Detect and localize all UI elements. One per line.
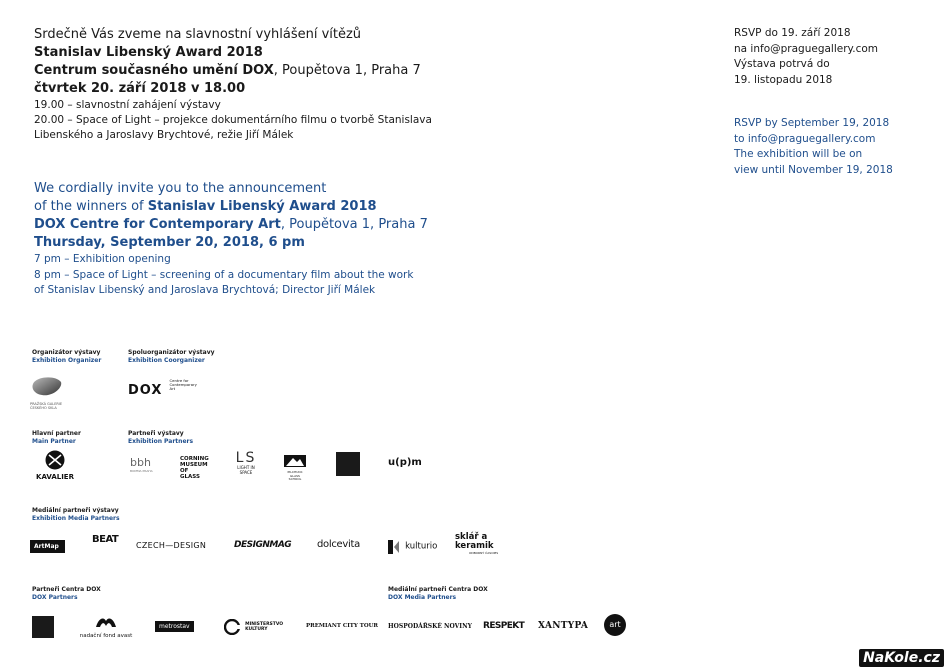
caption-cz: Partneři výstavy [128, 430, 184, 437]
pilchuck-logo [284, 452, 306, 482]
en-invite-line: We cordially invite you to the announcement [34, 181, 327, 196]
caption-cz: Organizátor výstavy [32, 349, 101, 356]
czechdesign-logo: CZECH—DESIGN [136, 541, 207, 550]
kulturio-logo [386, 536, 437, 555]
glass-drop-icon [30, 376, 64, 398]
light-in-space-logo [233, 450, 259, 475]
watermark: NaKole.cz [859, 649, 944, 667]
dox-logo-sub: Centre for Contemporary Art [169, 378, 197, 392]
beat-logo: BEAT [92, 534, 119, 545]
cz-date: čtvrtek 20. září 2018 v 18.00 [34, 81, 246, 96]
avast-figure-icon [94, 615, 118, 629]
hn-logo: HOSPODÁŘSKÉ NOVINY [388, 623, 472, 630]
premiant-logo: PREMIANT CITY TOUR [306, 623, 378, 629]
en-venue [34, 216, 474, 234]
cz-venue-name: Centrum současného umění DOX [34, 63, 274, 78]
rsvp-en-email: to info@praguegallery.com [734, 132, 876, 145]
caption-cz: Mediální partneři Centra DOX [388, 586, 488, 593]
pilchuck-mountain-icon [284, 455, 306, 467]
ministerstvo-logo [224, 616, 284, 635]
cz-venue [34, 62, 474, 80]
sklar-logo [455, 533, 515, 555]
rsvp-cz-email: na info@praguegallery.com [734, 42, 879, 55]
caption-media [32, 507, 120, 522]
en-program-1: 7 pm – Exhibition opening [34, 253, 171, 265]
rsvp-en-line: RSVP by September 19, 2018 [734, 117, 890, 129]
rsvp-czech [734, 26, 934, 88]
bbh-logo-text: bbh [130, 456, 151, 469]
bbh-logo-sub: BOMMA PRAHA [130, 469, 153, 473]
dox-partner-black-logo [32, 616, 54, 638]
light-logo-mark: LS [235, 450, 257, 466]
light-logo-sub: LIGHT IN SPACE [237, 465, 255, 475]
rsvp-cz-line: 19. listopadu 2018 [734, 73, 833, 86]
caption-en: DOX Partners [32, 593, 78, 601]
kavalier-logo [30, 450, 80, 481]
en-winners-line [34, 198, 474, 216]
cz-program-2: 20.00 – Space of Light – projekce dokumentárního filmu o tvorbě Stanislava [34, 114, 432, 126]
caption-en: DOX Media Partners [388, 593, 457, 601]
kulturio-logo-text: kulturio [405, 541, 438, 552]
caption-en: Exhibition Coorganizer [128, 356, 205, 364]
xantypa-logo: XANTYPA [538, 621, 589, 631]
organizer-logo [30, 376, 64, 416]
caption-dox-partners [32, 586, 101, 601]
rsvp-cz-line: Výstava potrvá do [734, 58, 830, 70]
cz-invite-line: Srdečně Vás zveme na slavnostní vyhlášení vítězů [34, 27, 362, 42]
english-invitation [34, 180, 474, 299]
nadacni-logo-text: nadační fond avast [79, 633, 133, 639]
dox-logo [128, 379, 200, 398]
nadacni-logo [78, 614, 134, 639]
caption-dox-media [388, 586, 488, 601]
organizer-logo-sub: PRAŽSKÁ GALERIE ČESKÉHO SKLA [30, 402, 63, 410]
caption-en: Exhibition Partners [128, 437, 194, 445]
kavalier-logo-text: KAVALIER [36, 473, 74, 481]
caption-main-partner [32, 430, 81, 445]
dox-logo-text: DOX [128, 383, 163, 398]
designmag-logo: DESIGNMAG [234, 540, 292, 550]
bbh-logo [130, 456, 153, 473]
pilchuck-logo-text: PILCHUCK GLASS SCHOOL [287, 470, 303, 481]
caption-organizer [32, 349, 101, 364]
caption-partners [128, 430, 193, 445]
corning-logo: CORNING MUSEUM OF GLASS [180, 456, 209, 480]
czech-invitation [34, 26, 474, 143]
ministry-seal-icon [224, 619, 240, 635]
en-venue-name: DOX Centre for Contemporary Art [34, 217, 281, 232]
en-venue-address: , Poupětova 1, Praha 7 [280, 217, 428, 232]
sklar-logo-sub: ODBORNÝ ČASOPIS [469, 551, 499, 555]
caption-cz: Hlavní partner [32, 430, 81, 437]
caption-coorganizer [128, 349, 215, 364]
cz-program-3: Libenského a Jaroslavy Brychtové, režie Jiří Málek [34, 129, 294, 141]
rsvp-en-line: The exhibition will be on [734, 148, 863, 160]
metrostav-logo: metrostav [155, 621, 194, 632]
caption-cz: Mediální partneři výstavy [32, 507, 119, 514]
en-winners-text: of the winners of [34, 199, 148, 214]
rsvp-en-line: view until November 19, 2018 [734, 163, 893, 176]
en-date: Thursday, September 20, 2018, 6 pm [34, 235, 305, 250]
partner-black-logo [336, 452, 360, 476]
art-logo: art [604, 614, 626, 636]
sklar-logo-text: sklář a keramik [455, 532, 494, 551]
dolcevita-logo: dolcevita [317, 539, 360, 550]
ministerstvo-logo-text: MINISTERSTVO KULTURY [245, 621, 284, 632]
cz-program-1: 19.00 – slavnostní zahájení výstavy [34, 99, 221, 111]
kavalier-emblem-icon [43, 450, 67, 470]
artmap-logo: ArtMap [30, 540, 65, 553]
caption-en: Main Partner [32, 437, 76, 445]
respekt-logo: RESPEKT [483, 621, 525, 631]
caption-en: Exhibition Organizer [32, 356, 102, 364]
en-award-title: Stanislav Libenský Award 2018 [147, 199, 377, 214]
caption-cz: Partneři Centra DOX [32, 586, 101, 593]
upm-logo: u(p)m [388, 457, 422, 468]
cz-award-title: Stanislav Libenský Award 2018 [34, 45, 263, 60]
caption-cz: Spoluorganizátor výstavy [128, 349, 215, 356]
cz-venue-address: , Poupětova 1, Praha 7 [273, 63, 421, 78]
caption-en: Exhibition Media Partners [32, 514, 120, 522]
en-program-2: 8 pm – Space of Light – screening of a documentary film about the work [34, 268, 414, 281]
en-program-3: of Stanislav Libenský and Jaroslava Brychtová; Director Jiří Málek [34, 284, 376, 296]
kulturio-mark-icon [386, 539, 400, 555]
rsvp-cz-line: RSVP do 19. září 2018 [734, 27, 851, 39]
rsvp-english [734, 116, 934, 178]
